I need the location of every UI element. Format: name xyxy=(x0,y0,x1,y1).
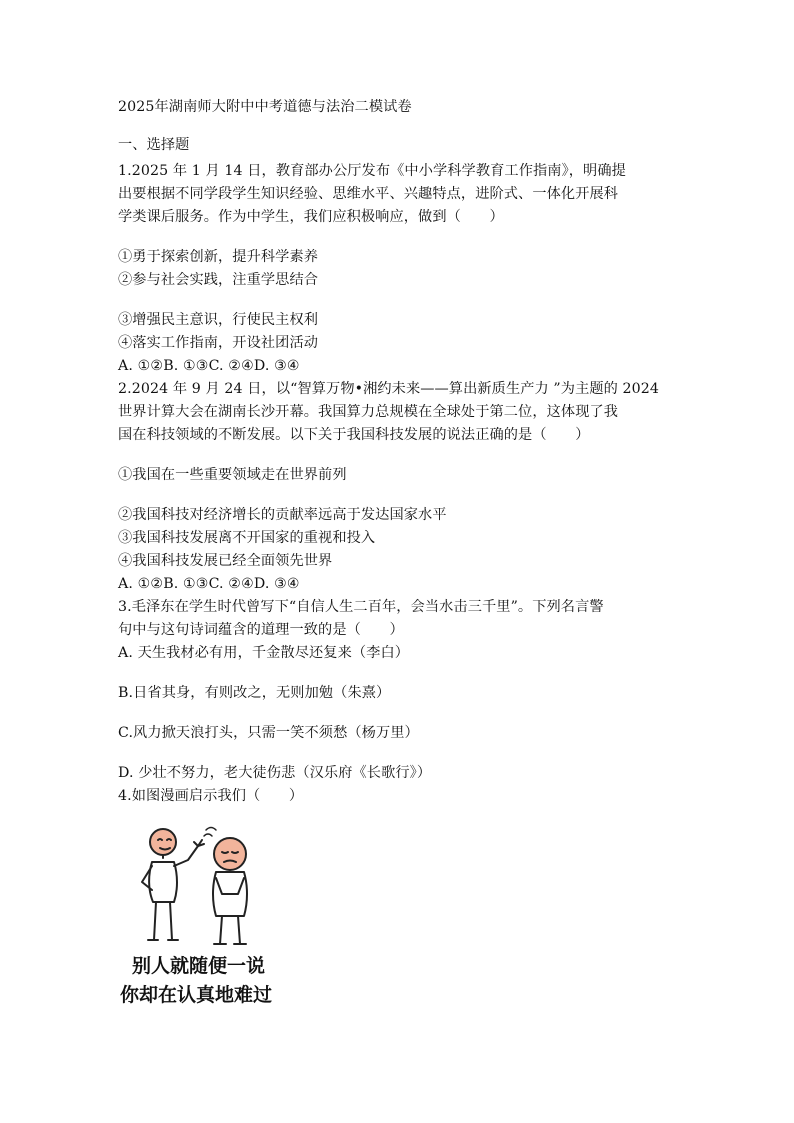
cartoon-figure-talking xyxy=(142,828,216,941)
q1-item-3: ③增强民主意识，行使民主权利 xyxy=(118,312,319,328)
q3-stem-line-1: 3.毛泽东在学生时代曾写下“自信人生二百年，会当水击三千里”。下列名言警 xyxy=(118,599,604,615)
q3-option-d: D. 少壮不努力，老大徒伤悲（汉乐府《长歌行》） xyxy=(118,765,432,781)
cartoon-caption-line-1: 别人就随便一说 xyxy=(132,955,266,977)
cartoon-image xyxy=(118,820,298,1010)
q2-options: A. ①②B. ①③C. ②④D. ③④ xyxy=(118,576,300,592)
q1-options: A. ①②B. ①③C. ②④D. ③④ xyxy=(118,358,300,374)
q1-stem-line-1: 1.2025 年 1 月 14 日，教育部办公厅发布《中小学科学教育工作指南》，明确提 xyxy=(118,163,626,179)
q2-item-1: ①我国在一些重要领域走在世界前列 xyxy=(118,467,347,483)
q4-stem: 4.如图漫画启示我们（ ） xyxy=(118,788,304,804)
q2-stem-line-3: 国在科技领域的不断发展。以下关于我国科技发展的说法正确的是（ ） xyxy=(118,427,590,443)
q2-item-4: ④我国科技发展已经全面领先世界 xyxy=(118,553,333,569)
q1-stem-line-3: 学类课后服务。作为中学生，我们应积极响应，做到（ ） xyxy=(118,209,504,225)
cartoon-figure-sad xyxy=(213,838,247,944)
q3-stem-line-2: 句中与这句诗词蕴含的道理一致的是（ ） xyxy=(118,622,404,638)
q3-option-a: A. 天生我材必有用，千金散尽还复来（李白） xyxy=(118,645,410,661)
q1-item-2: ②参与社会实践，注重学思结合 xyxy=(118,272,319,288)
q3-option-b: B.日省其身，有则改之，无则加勉（朱熹） xyxy=(118,685,391,701)
q1-item-1: ①勇于探索创新，提升科学素养 xyxy=(118,249,319,265)
q2-stem-line-1: 2.2024 年 9 月 24 日，以“智算万物•湘约未来——算出新质生产力 ”为主题的 2024 xyxy=(118,381,660,397)
cartoon-caption-line-2: 你却在认真地难过 xyxy=(120,984,273,1006)
q2-stem-line-2: 世界计算大会在湖南长沙开幕。我国算力总规模在全球处于第二位，这体现了我 xyxy=(118,404,619,420)
exam-title: 2025年湖南师大附中中考道德与法治二模试卷 xyxy=(118,99,412,115)
q2-item-2: ②我国科技对经济增长的贡献率远高于发达国家水平 xyxy=(118,507,447,523)
section-heading: 一、选择题 xyxy=(118,137,190,153)
q1-stem-line-2: 出要根据不同学段学生知识经验、思维水平、兴趣特点，进阶式、一体化开展科 xyxy=(118,186,619,202)
q2-item-3: ③我国科技发展离不开国家的重视和投入 xyxy=(118,530,376,546)
q3-option-c: C.风力掀天浪打头，只需一笑不须愁（杨万里） xyxy=(118,725,419,741)
q1-item-4: ④落实工作指南，开设社团活动 xyxy=(118,335,319,351)
